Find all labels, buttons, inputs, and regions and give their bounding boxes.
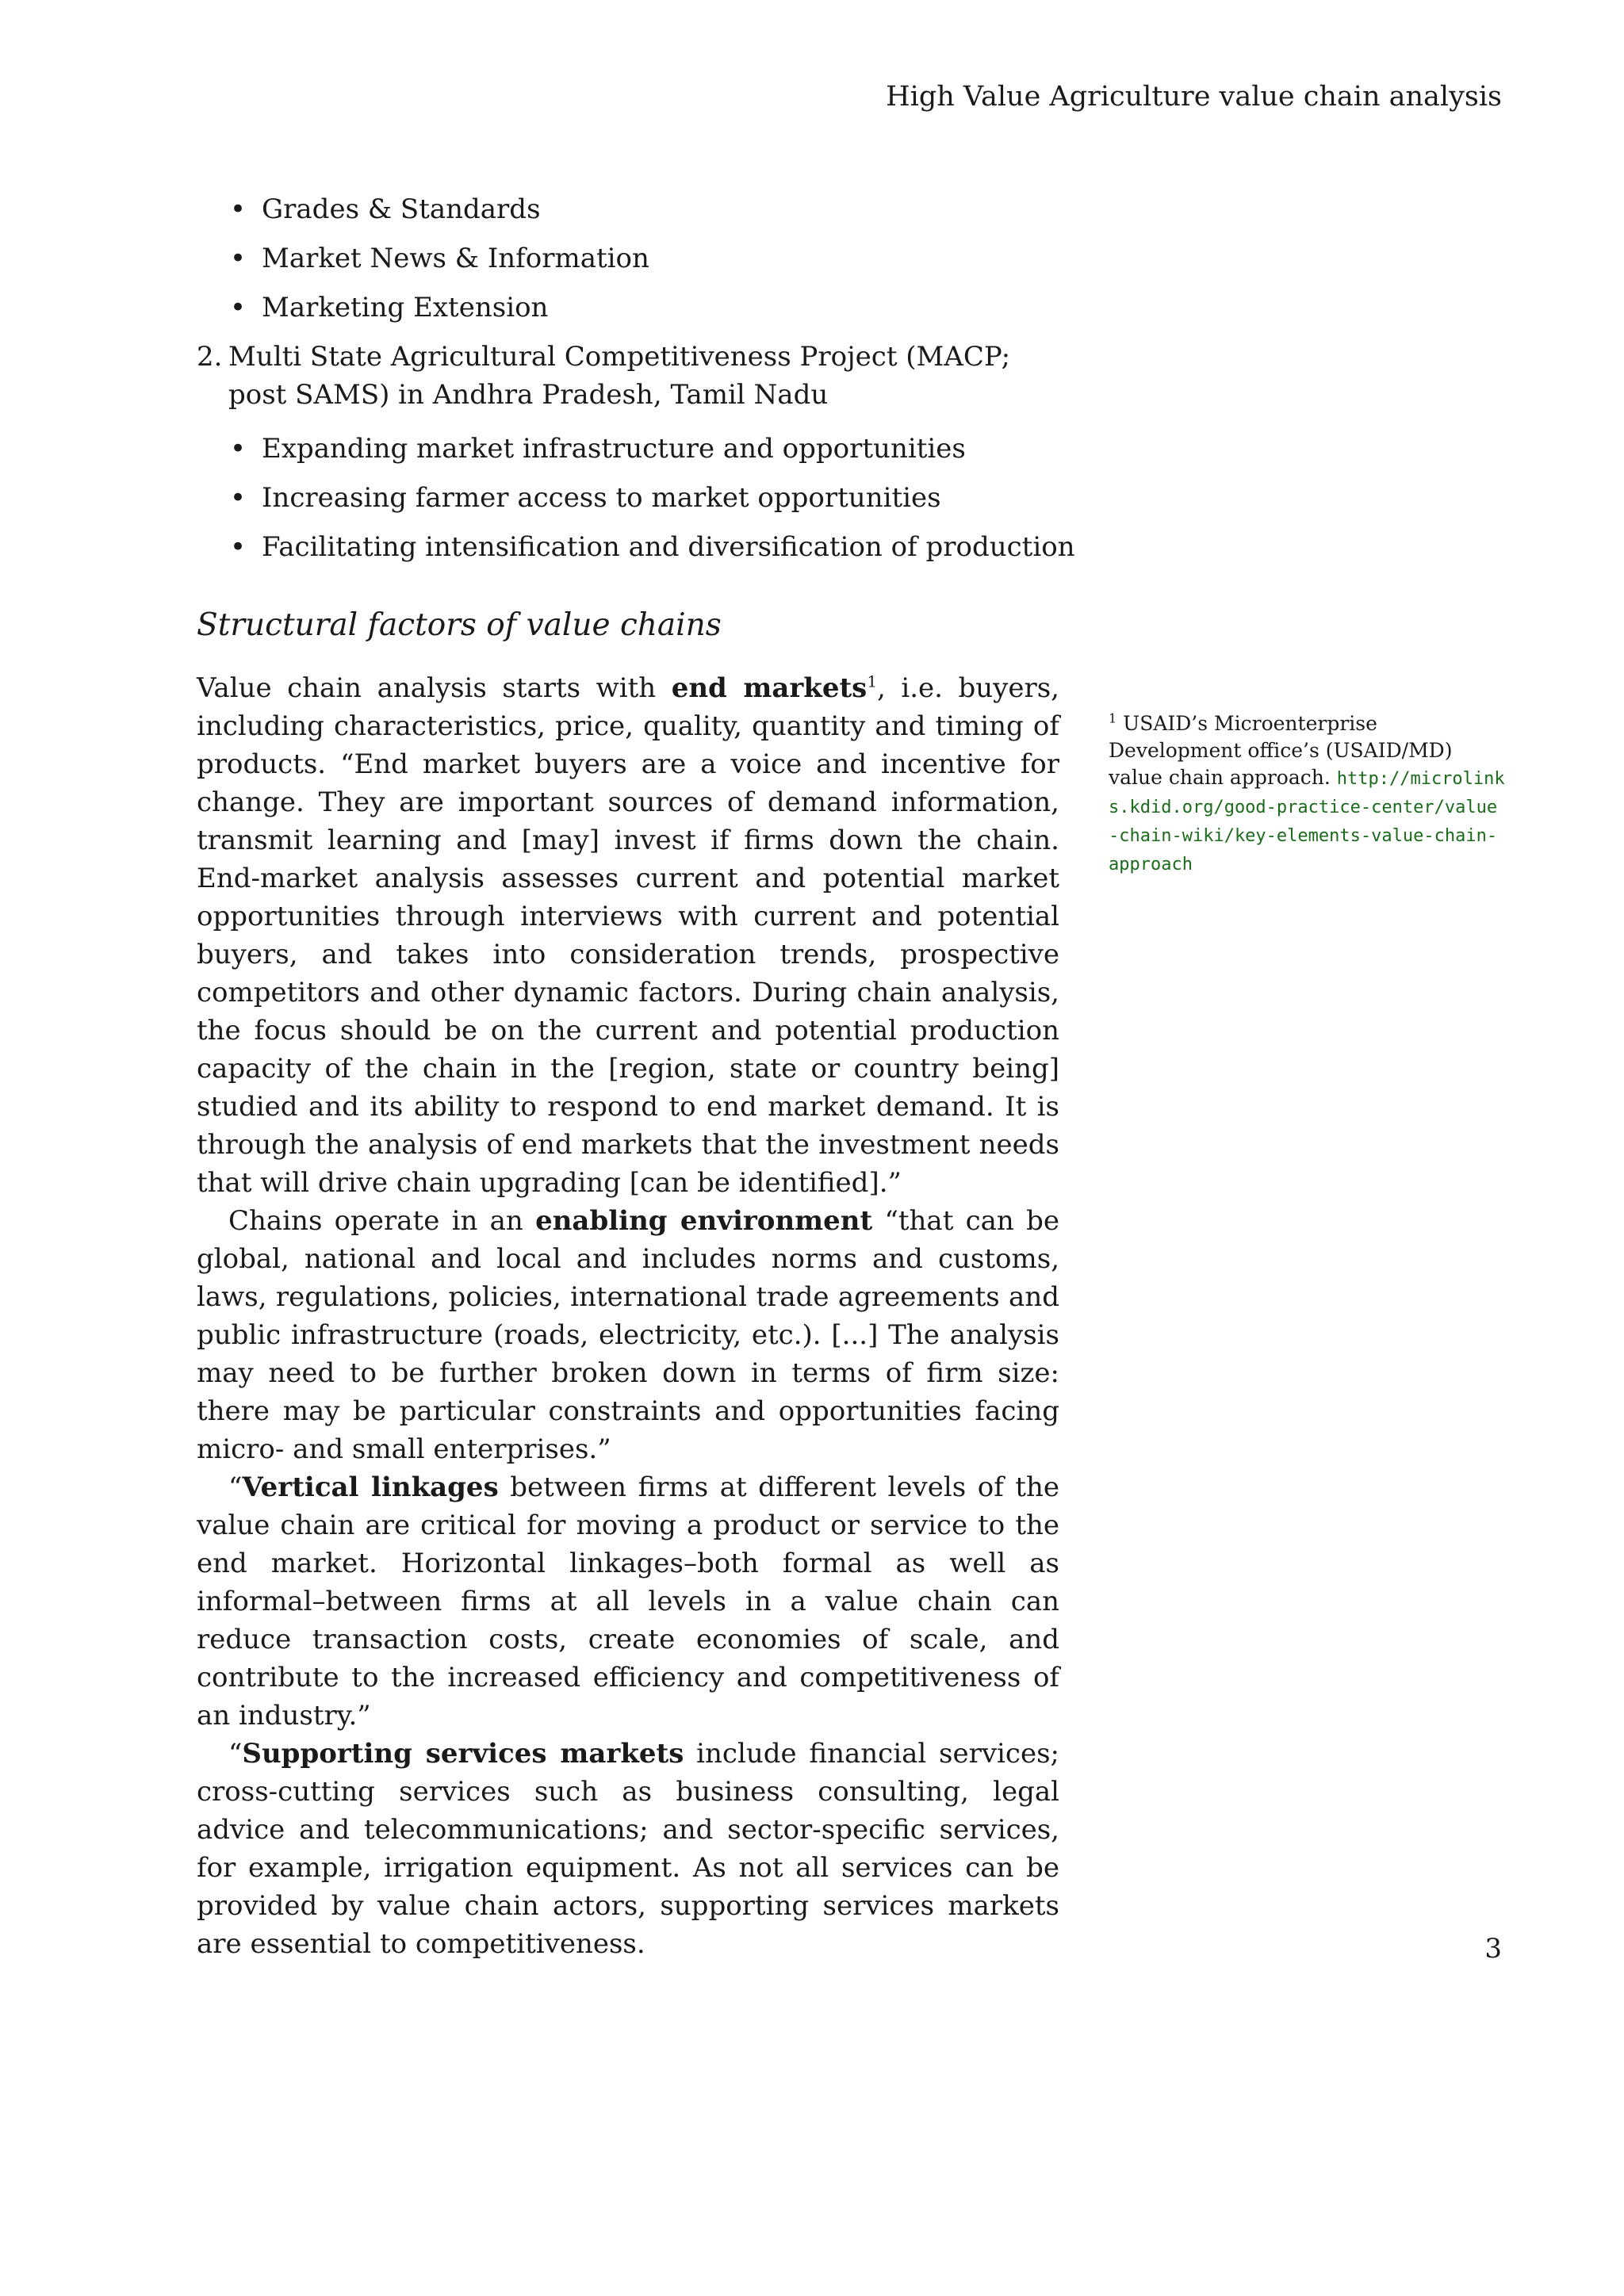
text-run: “ xyxy=(228,1471,243,1503)
sidenote-link[interactable]: http://microlinks.kdid.org/good-practice-center/value-chain-wiki/key-elements-value-chain-approach xyxy=(1109,769,1505,874)
list-item: • Marketing Extension xyxy=(262,289,1059,327)
bullet-list-2 xyxy=(197,430,1075,566)
section-title: Structural factors of value chains xyxy=(197,607,722,643)
text-run: “that can be global, national and local and includes norms and customs, laws, regulations, policies, international trade agreements and public infrastructure (roads, electricity, etc.). [...] The analysis may need to be further broken down in terms of firm size: there may be particular constraints and opportunities facing micro- and small enterprises.” xyxy=(197,1205,1059,1465)
bold-term: enabling environment xyxy=(535,1205,873,1237)
page-number: 3 xyxy=(1484,1933,1502,1965)
item-number: 2. xyxy=(197,341,223,373)
text-run: , i.e. buyers, including characteristics, price, quality, quantity and timing of products. “End market buyers are a voice and incentive for change. They are important sources of demand information, transmit learning and [may] invest if firms down the chain. End-market analysis assesses current and potential market opportunities through interviews with current and potential buyers, and takes into consideration trends, prospective competitors and other dynamic factors. During chain analysis, the focus should be on the current and potential production capacity of the chain in the [region, state or country being] studied and its ability to respond to end market demand. It is through the analysis of end markets that the investment needs that will drive chain upgrading [can be identified].” xyxy=(197,672,1059,1199)
paragraph-enabling-environment xyxy=(197,1202,1059,1468)
sidenote-text: USAID’s Microenterprise Development office’s (USAID/MD) value chain approach. xyxy=(1109,712,1453,789)
text-run: “ xyxy=(228,1738,243,1770)
list-item: • Expanding market infrastructure and opportunities xyxy=(262,430,1059,468)
paragraph-end-markets xyxy=(197,669,1059,1202)
paragraph-vertical-linkages xyxy=(197,1468,1059,1735)
sidenote-mark: 1 xyxy=(1109,710,1117,726)
running-header: High Value Agriculture value chain analysis xyxy=(886,81,1502,113)
list-item: • Grades & Standards xyxy=(262,190,1059,228)
text-run: Value chain analysis starts with xyxy=(197,672,672,704)
main-column xyxy=(197,190,1075,1963)
item-text: Multi State Agricultural Competitiveness Project (MACP; post SAMS) in Andhra Pradesh, Tamil Nadu xyxy=(228,341,1011,411)
numbered-item-2 xyxy=(197,338,1059,414)
footnote-mark[interactable]: 1 xyxy=(867,672,878,691)
bullet-list-1 xyxy=(197,190,1059,327)
list-item: • Increasing farmer access to market opportunities xyxy=(262,479,1059,517)
list-item: • Market News & Information xyxy=(262,239,1059,277)
text-run: Chains operate in an xyxy=(228,1205,536,1237)
bold-term: Vertical linkages xyxy=(242,1471,499,1503)
bold-term: Supporting services markets xyxy=(242,1738,684,1770)
list-item: • Facilitating intensification and diversification of production xyxy=(262,528,1059,566)
bold-term: end markets xyxy=(671,672,868,704)
text-run: include financial services; cross-cutting services such as business consulting, legal advice and telecommunications; and sector-specific services, for example, irrigation equipment. As not all services can be provided by value chain actors, supporting services markets are essential to competitiveness. xyxy=(197,1738,1059,1960)
paragraph-supporting-services xyxy=(197,1735,1059,1963)
text-run: between firms at different levels of the value chain are critical for moving a product or service to the end market. Horizontal linkages–both formal as well as informal–between firms at all levels in a value chain can reduce transaction costs, create economies of scale, and contribute to the increased efficiency and competitiveness of an industry.” xyxy=(197,1471,1059,1732)
sidenote-1 xyxy=(1109,710,1505,878)
